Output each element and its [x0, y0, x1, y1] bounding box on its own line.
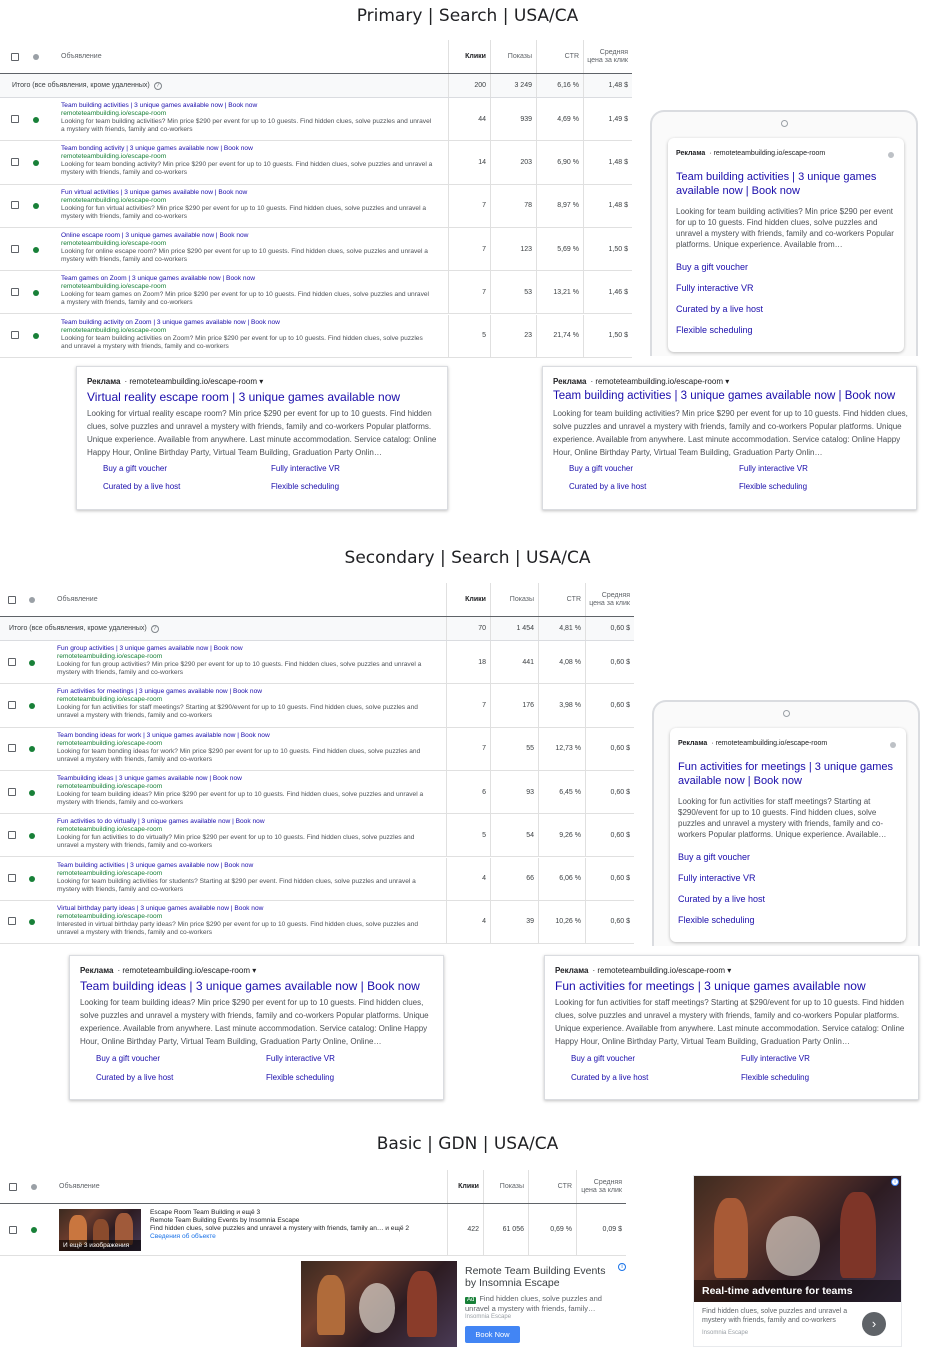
status-enabled-icon: [29, 746, 35, 752]
row-ctr: 9,26 %: [538, 814, 585, 856]
ad-headline[interactable]: Team building activity on Zoom | 3 unique games available now | Book now: [61, 318, 280, 326]
ad-display-url: remoteteambuilding.io/escape-room: [57, 869, 163, 877]
row-checkbox[interactable]: [11, 115, 19, 123]
desktop-ad-preview-4[interactable]: [544, 955, 919, 1100]
mobile-ad-headline[interactable]: Fun activities for meetings | 3 unique games available now | Book now: [678, 761, 894, 787]
col-clicks[interactable]: Клики: [448, 40, 490, 73]
row-checkbox[interactable]: [11, 331, 19, 339]
status-header-icon: [33, 54, 39, 60]
ad-description: Looking for fun activities for staff meetings? Starting at $290/event for up to 10 guests. Find hidden clues, solve puzzles and unravel a mystery with friends, family and co-workers: [57, 704, 418, 720]
sitelink-scheduling[interactable]: Flexible scheduling: [676, 325, 753, 335]
total-ctr: 4,81 %: [538, 617, 585, 640]
status-enabled-icon: [29, 919, 35, 925]
col-impressions[interactable]: Показы: [490, 40, 536, 73]
ad-display-url: remoteteambuilding.io/escape-room: [61, 239, 167, 247]
row-ctr: 6,45 %: [538, 771, 585, 813]
ad-source: Реклама · remoteteambuilding.io/escape-room: [678, 740, 828, 747]
row-clicks: 7: [448, 228, 490, 270]
row-checkbox[interactable]: [9, 1226, 17, 1234]
row-ctr: 4,08 %: [538, 641, 585, 683]
camera-icon: [783, 710, 790, 717]
ad-text: [61, 319, 433, 351]
ad-source: Реклама · remoteteambuilding.io/escape-room ▾: [553, 377, 730, 386]
total-cpc: 0,60 $: [585, 617, 634, 640]
chevron-right-icon[interactable]: ›: [862, 1312, 886, 1336]
table-row[interactable]: [0, 271, 632, 314]
total-impressions: 1 454: [490, 617, 538, 640]
status-enabled-icon: [33, 290, 39, 296]
ad-headline[interactable]: Fun activities for meetings | 3 unique games available now | Book now: [57, 688, 263, 696]
ad-thumbnail-image[interactable]: [59, 1209, 141, 1251]
desktop-ad-description: Looking for team building activities? Min price $290 per event for up to 10 guests. Find hidden clues, solve puzzles and unravel a mystery with friends, family and co-workers Popular platforms. Unique experience. Available from anywhere. Last minute accommodation. Service catalog: Online Happy Hour, Online Birthday Party, Virtual Team Building, Graduation Party Onlin…: [553, 409, 908, 457]
ad-display-url: remoteteambuilding.io/escape-room: [57, 826, 163, 834]
col-clicks[interactable]: Клики: [446, 583, 490, 616]
sitelink-gift[interactable]: Buy a gift voucher: [569, 464, 634, 473]
mobile-ad-card[interactable]: [668, 138, 904, 352]
select-all-checkbox[interactable]: [9, 1183, 17, 1191]
row-cpc: 1,49 $: [583, 98, 632, 140]
ad-badge: Ad: [467, 1297, 475, 1303]
row-checkbox[interactable]: [8, 744, 16, 752]
row-clicks: 6: [446, 771, 490, 813]
row-checkbox[interactable]: [8, 658, 16, 666]
section-title-secondary: Secondary | Search | USA/CA: [344, 548, 591, 568]
row-cpc: 1,50 $: [583, 228, 632, 270]
totals-label: Итого (все объявления, кроме удаленных) ?: [9, 617, 159, 640]
sitelink-gift[interactable]: Buy a gift voucher: [103, 464, 168, 473]
ad-display-url: remoteteambuilding.io/escape-room: [57, 696, 163, 704]
mobile-preview-primary: [650, 110, 918, 356]
desktop-ad-description: Looking for fun activities for staff meetings? Starting at $290/event for up to 10 guests. Find hidden clues, solve puzzles and unravel a mystery with friends, family and co-workers Popular platforms. Unique experience. Available from anywhere. Last minute accommodation. Service catalog: Online Happy Hour, Online Birthday Party, Virtual Team Building, Graduation Party Onlin…: [555, 998, 905, 1046]
sitelink-scheduling[interactable]: Flexible scheduling: [271, 482, 340, 491]
table-row[interactable]: [0, 814, 634, 857]
table-row[interactable]: [0, 315, 632, 358]
row-ctr: 6,06 %: [538, 858, 585, 900]
square-brand: Insomnia Escape: [702, 1330, 749, 1336]
desktop-ad-description: Looking for virtual reality escape room? Min price $290 per event for up to 10 guests. Find hidden clues, solve puzzles and unravel a mystery with friends, family and co-workers Popular platforms. Unique experience. Available from anywhere. Last minute accommodation. Service catalog: Online Happy Hour, Online Birthday Party, Virtual Team Building, Graduation Party Onlin…: [87, 409, 437, 457]
mobile-ad-headline[interactable]: Team building activities | 3 unique games available now | Book now: [676, 171, 877, 197]
ad-text: [57, 862, 435, 894]
ad-display-url: remoteteambuilding.io/escape-room: [61, 326, 167, 334]
totals-row: [0, 617, 634, 641]
table-row[interactable]: [0, 771, 634, 814]
row-checkbox[interactable]: [8, 874, 16, 882]
col-ctr[interactable]: CTR: [536, 40, 583, 73]
col-cpc[interactable]: Средняя цена за клик: [585, 583, 634, 616]
row-impressions: 441: [490, 641, 538, 683]
ad-text: [61, 102, 433, 134]
desktop-ad-description: Looking for team building ideas? Min price $290 per event for up to 10 guests. Find hidden clues, solve puzzles and unravel a mystery with friends, family and co-workers Popular platforms. Unique experience. Available from anywhere. Last minute accommodation. Service catalog: Online Happy Hour, Online Birthday Party, Virtual Team Building, Graduation Party Online, Online…: [80, 998, 429, 1046]
sitelink-vr[interactable]: Fully interactive VR: [678, 873, 756, 883]
row-ctr: 21,74 %: [536, 315, 583, 357]
row-clicks: 5: [448, 315, 490, 357]
ad-headline[interactable]: Fun virtual activities | 3 unique games available now | Book now: [61, 188, 248, 196]
sitelink-host[interactable]: Curated by a live host: [103, 482, 181, 491]
gdn-ad-text: Escape Room Team Building и ещё 3 Remote Team Building Events by Insomnia Escape Find hidden clues, solve puzzles and unravel a mystery with friends, family an… и ещё 2 Сведения об объекте: [150, 1209, 440, 1241]
ad-description: Looking for team bonding ideas for work? Min price $290 per event for up to 10 guests. Find hidden clues, solve puzzles and unravel a mystery with friends, family and co-workers: [57, 747, 421, 763]
ad-text: [57, 645, 435, 677]
row-ctr: 3,98 %: [538, 684, 585, 726]
ad-text: [57, 688, 435, 720]
ad-description: Looking for team bonding activity? Min price $290 per event for up to 10 guests. Find hidden clues, solve puzzles and unravel a mystery with friends, family and co-workers: [61, 161, 433, 177]
section-title-basic: Basic | GDN | USA/CA: [376, 1134, 559, 1154]
row-cpc: 0,60 $: [585, 858, 634, 900]
row-impressions: 54: [490, 814, 538, 856]
row-cpc: 0,60 $: [585, 901, 634, 943]
ad-display-url: remoteteambuilding.io/escape-room: [61, 196, 167, 204]
ad-text: [57, 732, 435, 764]
status-enabled-icon: [33, 117, 39, 123]
row-ctr: 10,26 %: [538, 901, 585, 943]
info-dot-icon: [890, 742, 896, 748]
square-image: [694, 1176, 901, 1302]
status-enabled-icon: [33, 333, 39, 339]
row-ctr: 13,21 %: [536, 271, 583, 313]
banner-brand: Insomnia Escape: [465, 1314, 512, 1320]
row-cpc: 1,50 $: [583, 315, 632, 357]
mobile-preview-secondary: [652, 700, 920, 946]
row-impressions: 176: [490, 684, 538, 726]
row-ctr: 12,73 %: [538, 728, 585, 770]
row-checkbox[interactable]: [8, 917, 16, 925]
row-checkbox[interactable]: [8, 701, 16, 709]
row-checkbox[interactable]: [8, 831, 16, 839]
col-ad[interactable]: Объявление: [61, 53, 102, 60]
row-impressions: 66: [490, 858, 538, 900]
ad-headline[interactable]: Fun activities to do virtually | 3 unique games available now | Book now: [57, 818, 265, 826]
ad-headline[interactable]: Team bonding activity | 3 unique games available now | Book now: [61, 145, 253, 153]
gdn-square-ad[interactable]: [694, 1176, 901, 1346]
ad-description: Looking for fun group activities? Min price $290 per event for up to 10 guests. Find hidden clues, solve puzzles and unravel a mystery with friends, family and co-workers: [57, 661, 422, 676]
ad-headline[interactable]: Online escape room | 3 unique games available now | Book now: [61, 231, 249, 239]
ad-text: [61, 232, 433, 264]
ad-display-url: remoteteambuilding.io/escape-room: [57, 653, 163, 660]
sitelink-gift[interactable]: Buy a gift voucher: [96, 1054, 161, 1063]
table-row[interactable]: [0, 98, 632, 141]
status-enabled-icon: [31, 1227, 37, 1233]
row-clicks: 7: [448, 271, 490, 313]
ad-text: [61, 275, 433, 307]
table-row[interactable]: [0, 185, 632, 228]
table-row[interactable]: [0, 728, 634, 771]
ad-display-url: remoteteambuilding.io/escape-room: [61, 110, 167, 117]
row-impressions: 23: [490, 315, 536, 357]
row-impressions: 61 056: [483, 1204, 528, 1255]
col-ad[interactable]: Объявление: [59, 1183, 100, 1190]
total-clicks: 200: [448, 74, 490, 97]
table-row[interactable]: [0, 141, 632, 184]
sitelink-gift[interactable]: Buy a gift voucher: [571, 1054, 636, 1063]
row-clicks: 422: [447, 1204, 483, 1255]
ad-description: Looking for fun virtual activities? Min price $290 per event for up to 10 guests. Find hidden clues, solve puzzles and unravel a mystery with friends, family and co-workers: [61, 204, 427, 220]
desktop-ad-headline[interactable]: Fun activities for meetings | 3 unique games available now: [555, 979, 866, 993]
ad-headline[interactable]: Team building activities | 3 unique games available now | Book now: [57, 861, 254, 869]
ad-description: Looking for team games on Zoom? Min price $290 per event for up to 10 guests. Find hidden clues, solve puzzles and unravel a mystery with friends, family and co-workers: [61, 291, 429, 307]
col-cpc[interactable]: Средняя цена за клик: [576, 1170, 626, 1203]
book-now-button[interactable]: Book Now: [465, 1326, 520, 1343]
ad-choices-icon[interactable]: i: [891, 1178, 899, 1186]
row-impressions: 39: [490, 901, 538, 943]
status-enabled-icon: [29, 876, 35, 882]
table-row[interactable]: [0, 684, 634, 727]
row-impressions: 93: [490, 771, 538, 813]
row-clicks: 7: [446, 684, 490, 726]
sitelink-host[interactable]: Curated by a live host: [571, 1073, 649, 1082]
desktop-ad-preview-3[interactable]: [69, 955, 444, 1100]
table-row[interactable]: [0, 641, 634, 684]
table-header: [0, 583, 634, 617]
ad-source: Реклама · remoteteambuilding.io/escape-room: [676, 150, 826, 157]
desktop-ad-headline[interactable]: Virtual reality escape room | 3 unique games available now: [87, 390, 401, 404]
row-ctr: 8,97 %: [536, 185, 583, 227]
table-row[interactable]: [0, 901, 634, 944]
sitelink-host[interactable]: Curated by a live host: [676, 304, 764, 314]
table-row[interactable]: [0, 228, 632, 271]
row-impressions: 53: [490, 271, 536, 313]
col-ctr[interactable]: CTR: [528, 1170, 576, 1203]
row-clicks: 5: [446, 814, 490, 856]
table-header: [0, 1170, 626, 1204]
banner-image: [301, 1261, 457, 1347]
ad-source: Реклама · remoteteambuilding.io/escape-room ▾: [80, 966, 257, 975]
ad-text: [57, 818, 435, 850]
row-cpc: 1,48 $: [583, 185, 632, 227]
sitelink-vr[interactable]: Fully interactive VR: [739, 464, 808, 473]
mobile-ad-card[interactable]: [670, 728, 906, 942]
table-row[interactable]: [0, 858, 634, 901]
desktop-ad-preview-2[interactable]: [542, 366, 917, 510]
status-enabled-icon: [33, 160, 39, 166]
totals-label: Итого (все объявления, кроме удаленных) ?: [12, 74, 162, 97]
row-cpc: 0,60 $: [585, 684, 634, 726]
ad-text: [57, 775, 435, 807]
sitelink-scheduling[interactable]: Flexible scheduling: [678, 915, 755, 925]
row-impressions: 55: [490, 728, 538, 770]
sitelink-gift[interactable]: Buy a gift voucher: [676, 262, 749, 272]
ad-description: Looking for team building ideas? Min price $290 per event for up to 10 guests. Find hidden clues, solve puzzles and unravel a mystery with friends, family and co-workers: [57, 790, 424, 806]
row-checkbox[interactable]: [11, 158, 19, 166]
total-ctr: 6,16 %: [536, 74, 583, 97]
row-cpc: 1,46 $: [583, 271, 632, 313]
sitelink-host[interactable]: Curated by a live host: [96, 1073, 174, 1082]
table-row[interactable]: [0, 1204, 626, 1256]
sitelink-vr[interactable]: Fully interactive VR: [676, 283, 754, 293]
gdn-ads-table: [0, 1170, 626, 1258]
sitelink-vr[interactable]: Fully interactive VR: [266, 1054, 335, 1063]
camera-icon: [781, 120, 788, 127]
ad-text: [57, 905, 435, 937]
status-enabled-icon: [33, 203, 39, 209]
sitelink-vr[interactable]: Fully interactive VR: [271, 464, 340, 473]
info-dot-icon: [888, 152, 894, 158]
ad-description: Interested in virtual birthday party ideas? Min price $290 per event for up to 10 guests. Find hidden clues, solve puzzles and unravel a mystery with friends, family and co-workers: [57, 920, 419, 936]
status-enabled-icon: [29, 703, 35, 709]
ad-display-url: remoteteambuilding.io/escape-room: [57, 912, 163, 920]
select-all-checkbox[interactable]: [8, 596, 16, 604]
row-checkbox[interactable]: [8, 788, 16, 796]
banner-headline[interactable]: Remote Team Building Events by Insomnia Escape: [465, 1265, 606, 1289]
gdn-banner-ad[interactable]: [301, 1261, 628, 1347]
row-checkbox[interactable]: [11, 245, 19, 253]
status-enabled-icon: [29, 833, 35, 839]
status-header-icon: [31, 1184, 37, 1190]
ad-description: Looking for team building activities? Min price $290 per event for up to 10 guests. Find hidden clues, solve puzzles and unravel a mystery with friends, family and co-workers: [61, 118, 432, 133]
row-clicks: 44: [448, 98, 490, 140]
ad-headline[interactable]: Virtual birthday party ideas | 3 unique games available now | Book now: [57, 904, 264, 912]
desktop-ad-headline[interactable]: Team building activities | 3 unique games available now | Book now: [553, 390, 896, 402]
ad-headline[interactable]: Team bonding ideas for work | 3 unique games available now | Book now: [57, 731, 270, 739]
row-clicks: 14: [448, 141, 490, 183]
sitelink-gift[interactable]: Buy a gift voucher: [678, 852, 751, 862]
row-ctr: 0,69 %: [528, 1204, 576, 1255]
ad-source: Реклама · remoteteambuilding.io/escape-room ▾: [87, 377, 264, 386]
col-cpc[interactable]: Средняя цена за клик: [583, 40, 632, 73]
col-impressions[interactable]: Показы: [490, 583, 538, 616]
row-ctr: 4,69 %: [536, 98, 583, 140]
ad-text: [61, 189, 433, 221]
row-clicks: 7: [446, 728, 490, 770]
row-impressions: 123: [490, 228, 536, 270]
more-images-label: И ещё 3 изображения: [59, 1240, 141, 1251]
ad-source: Реклама · remoteteambuilding.io/escape-room ▾: [555, 966, 732, 975]
square-description: Find hidden clues, solve puzzles and unravel a mystery with friends, family and co-workers: [702, 1308, 848, 1324]
row-cpc: 0,60 $: [585, 728, 634, 770]
row-ctr: 6,90 %: [536, 141, 583, 183]
ad-headline[interactable]: Team games on Zoom | 3 unique games available now | Book now: [61, 275, 256, 283]
ad-headline[interactable]: Teambuilding ideas | 3 unique games available now | Book now: [57, 774, 242, 782]
ad-headline[interactable]: Fun group activities | 3 unique games available now | Book now: [57, 645, 243, 652]
ad-description: Looking for fun activities to do virtually? Min price $290 per event for up to 10 guests. Find hidden clues, solve puzzles and unravel a mystery with friends, family and co-workers: [57, 834, 415, 850]
desktop-ad-preview-1[interactable]: [76, 366, 448, 510]
secondary-ads-table: [0, 583, 634, 947]
help-icon[interactable]: ?: [154, 82, 162, 90]
sitelink-vr[interactable]: Fully interactive VR: [741, 1054, 810, 1063]
ad-display-url: remoteteambuilding.io/escape-room: [57, 739, 163, 747]
row-cpc: 0,60 $: [585, 641, 634, 683]
row-clicks: 4: [446, 901, 490, 943]
row-checkbox[interactable]: [11, 201, 19, 209]
ad-description: Looking for team building activities for students? Starting at $290 per event. Find hidden clues, solve puzzles and unravel a mystery with friends, family and co-workers: [57, 877, 416, 893]
ad-display-url: remoteteambuilding.io/escape-room: [57, 782, 163, 790]
status-enabled-icon: [29, 660, 35, 666]
ad-description: Looking for online escape room? Min price $290 per event for up to 10 guests. Find hidden clues, solve puzzles and unravel a mystery with friends, family and co-workers: [61, 247, 428, 263]
sitelink-host[interactable]: Curated by a live host: [678, 894, 766, 904]
row-ctr: 5,69 %: [536, 228, 583, 270]
primary-ads-table: [0, 40, 632, 358]
ad-display-url: remoteteambuilding.io/escape-room: [61, 153, 167, 161]
row-cpc: 0,60 $: [585, 771, 634, 813]
col-impressions[interactable]: Показы: [483, 1170, 528, 1203]
ad-description: Looking for team building activities on Zoom? Min price $290 per event for up to 10 guests. Find hidden clues, solve puzzles and unravel a mystery with friends, family and co-workers: [61, 334, 423, 350]
ad-display-url: remoteteambuilding.io/escape-room: [61, 283, 167, 291]
total-cpc: 1,48 $: [583, 74, 632, 97]
totals-row: [0, 74, 632, 98]
row-clicks: 4: [446, 858, 490, 900]
row-cpc: 0,60 $: [585, 814, 634, 856]
row-cpc: 0,09 $: [576, 1204, 626, 1255]
mobile-ad-description: Looking for team building activities? Min price $290 per event for up to 10 guests. Find hidden clues, solve puzzles and unravel a mystery with friends, family and co-workers Popular platforms. Unique experience. Available from…: [676, 207, 894, 249]
sitelink-scheduling[interactable]: Flexible scheduling: [266, 1073, 335, 1082]
status-enabled-icon: [29, 790, 35, 796]
section-title-primary: Primary | Search | USA/CA: [356, 6, 579, 26]
desktop-ad-headline[interactable]: Team building ideas | 3 unique games available now | Book now: [80, 979, 420, 993]
sitelink-scheduling[interactable]: Flexible scheduling: [739, 482, 808, 491]
row-cpc: 1,48 $: [583, 141, 632, 183]
status-header-icon: [29, 597, 35, 603]
mobile-ad-description: Looking for fun activities for staff meetings? Starting at $290/event for up to 10 guests. Find hidden clues, solve puzzles and unravel a mystery with friends, family and co-workers Popular platforms. Unique experience. Available…: [678, 797, 887, 839]
sitelink-host[interactable]: Curated by a live host: [569, 482, 647, 491]
sitelink-scheduling[interactable]: Flexible scheduling: [741, 1073, 810, 1082]
banner-description: Ad Find hidden clues, solve puzzles and unravel a mystery with friends, family…: [465, 1294, 602, 1313]
row-clicks: 7: [448, 185, 490, 227]
total-impressions: 3 249: [490, 74, 536, 97]
row-impressions: 78: [490, 185, 536, 227]
ad-text: [61, 145, 433, 177]
asset-details-link[interactable]: Сведения об объекте: [150, 1233, 216, 1240]
help-icon[interactable]: ?: [151, 625, 159, 633]
total-clicks: 70: [446, 617, 490, 640]
square-headline[interactable]: Real-time adventure for teams: [702, 1285, 853, 1297]
row-clicks: 18: [446, 641, 490, 683]
select-all-checkbox[interactable]: [11, 53, 19, 61]
col-ad[interactable]: Объявление: [57, 596, 98, 603]
table-header: [0, 40, 632, 74]
row-impressions: 939: [490, 98, 536, 140]
col-ctr[interactable]: CTR: [538, 583, 585, 616]
ad-headline[interactable]: Team building activities | 3 unique games available now | Book now: [61, 102, 258, 109]
row-impressions: 203: [490, 141, 536, 183]
col-clicks[interactable]: Клики: [447, 1170, 483, 1203]
status-enabled-icon: [33, 247, 39, 253]
row-checkbox[interactable]: [11, 288, 19, 296]
ad-choices-icon[interactable]: i: [618, 1263, 626, 1271]
